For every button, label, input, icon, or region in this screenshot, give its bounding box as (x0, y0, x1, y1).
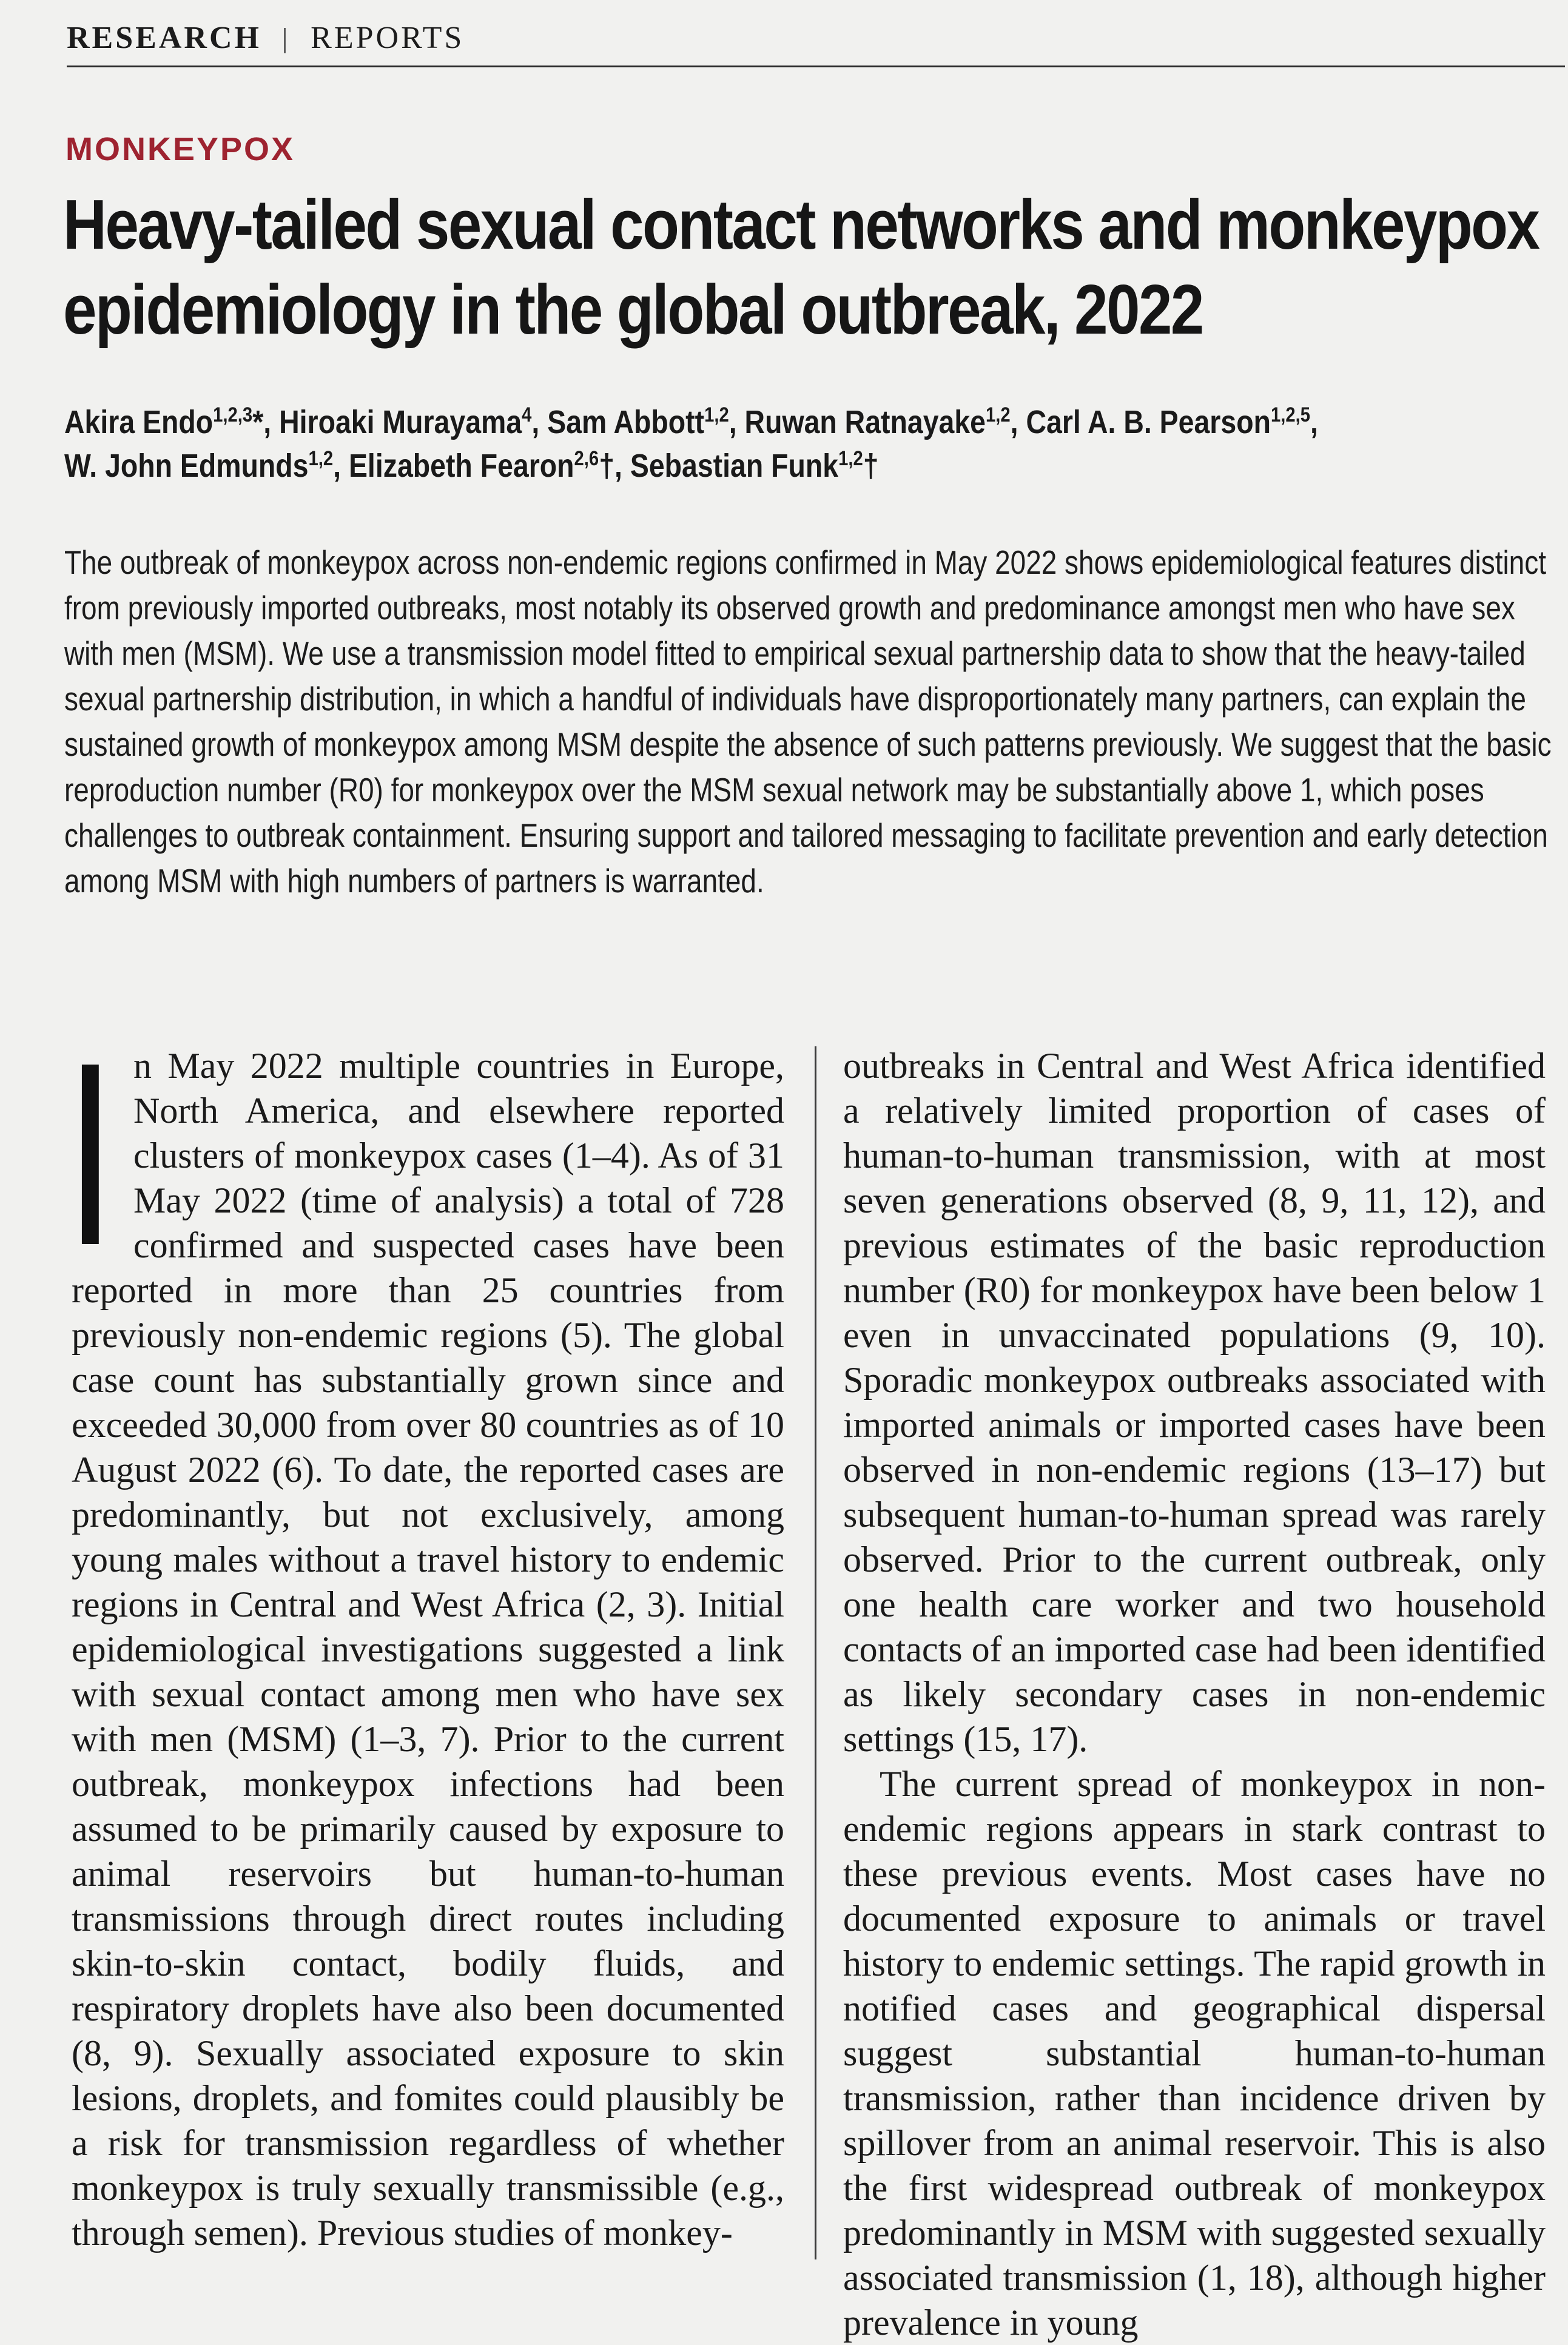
body-column-right (843, 1043, 1546, 2345)
body-paragraph: The current spread of monkeypox in non-endemic regions appears in stark contrast to these previous events. Most cases have no documented exposure to animals or travel history to endemic settings. The rapid growth in notified cases and geographical dispersal suggest substantial human-to-human transmission, rather than incidence driven by spillover from an animal reservoir. This is also the first widespread outbreak of monkeypox predominantly in MSM with suggested sexually associated transmission (1, 18), although higher prevalence in young (843, 1764, 1546, 2343)
author: Akira Endo$^{1,2,3}$* (64, 403, 264, 440)
author: Carl A. B. Pearson$^{1,2,5}$ (1026, 403, 1310, 440)
author: Elizabeth Fearon$^{2,6}$† (348, 447, 615, 484)
running-head-separator: | (281, 22, 291, 53)
author: Hiroaki Murayama$^4$ (279, 403, 532, 440)
left-column-text: n May 2022 multiple countries in Europe, North America, and elsewhere reported clusters of monkeypox cases (1–4). As of 31 May 2022 (time of analysis) a total of 728 confirmed and suspected cases have been reported in more than 25 countries from previously non-endemic regions (5). The global case count has substantially grown since and exceeded 30,000 from over 80 countries as of 10 August 2022 (6). To date, the reported cases are predominantly, but not exclusively, among young males without a travel history to endemic regions in Central and West Africa (2, 3). Initial epidemiological investigations suggested a link with sexual contact among men who have sex with men (MSM) (1–3, 7). Prior to the current outbreak, monkeypox infections had been assumed to be primarily caused by exposure to animal reservoirs but human-to-human transmissions through direct routes including skin-to-skin contact, bodily fluids, and respiratory droplets have also been documented (8, 9). Sexually associated exposure to skin lesions, droplets, and fomites could plausibly be a risk for transmission regardless of whether monkeypox is truly sexually transmissible (e.g., through semen). Previous studies of monkey- (72, 1046, 784, 2253)
author: Sebastian Funk$^{1,2}$† (630, 447, 879, 484)
running-head (67, 13, 464, 62)
header-rule (67, 66, 1565, 67)
author-list: Akira Endo$^{1,2,3}$*, Hiroaki Murayama$^4$, Sam Abbott$^{1,2}$, Ruwan Ratnayake$^{1,2}$, Carl A. B. Pearson$^{1,2,5}$, W. John Edmunds$^{1,2}$, Elizabeth Fearon$^{2,6}$†, Sebastian Funk$^{1,2}$† (64, 403, 1318, 484)
author: Ruwan Ratnayake$^{1,2}$ (744, 403, 1011, 440)
abstract: The outbreak of monkeypox across non-endemic regions confirmed in May 2022 shows epidemiological features distinct from previously imported outbreaks, most notably its observed growth and predominance amongst men who have sex with men (MSM). We use a transmission model fitted to empirical sexual partnership data to show that the heavy-tailed sexual partnership distribution, in which a handful of individuals have disproportionately many partners, can explain the sustained growth of monkeypox among MSM despite the absence of such patterns previously. We suggest that the basic reproduction number (R0) for monkeypox over the MSM sexual network may be substantially above 1, which poses challenges to outbreak containment. Ensuring support and tailored messaging to facilitate prevention and early detection among MSM with high numbers of partners is warranted. (64, 543, 1552, 900)
body-paragraph (72, 1009, 784, 2255)
section-label: RESEARCH (67, 20, 261, 55)
body-column-left (72, 1009, 784, 2255)
column-divider (815, 1046, 816, 2259)
article-type-label: REPORTS (311, 20, 465, 55)
topic-kicker: MONKEYPOX (66, 131, 295, 167)
author: W. John Edmunds$^{1,2}$ (64, 447, 334, 484)
author: Sam Abbott$^{1,2}$ (547, 403, 729, 440)
drop-cap: I (74, 1009, 107, 1300)
article-title: Heavy-tailed sexual contact networks and monkeypox epidemiology in the global outbreak, 2022 (63, 185, 1539, 349)
body-paragraph: outbreaks in Central and West Africa identified a relatively limited proportion of cases of human-to-human transmission, with at most seven generations observed (8, 9, 11, 12), and previous estimates of the basic reproduction number (R0) for monkeypox have been below 1 even in unvaccinated populations (9, 10). Sporadic monkeypox outbreaks associated with imported animals or imported cases have been observed in non-endemic regions (13–17) but subsequent human-to-human spread was rarely observed. Prior to the current outbreak, only one health care worker and two household contacts of an imported case had been identified as likely secondary cases in non-endemic settings (15, 17). (843, 1046, 1546, 1759)
